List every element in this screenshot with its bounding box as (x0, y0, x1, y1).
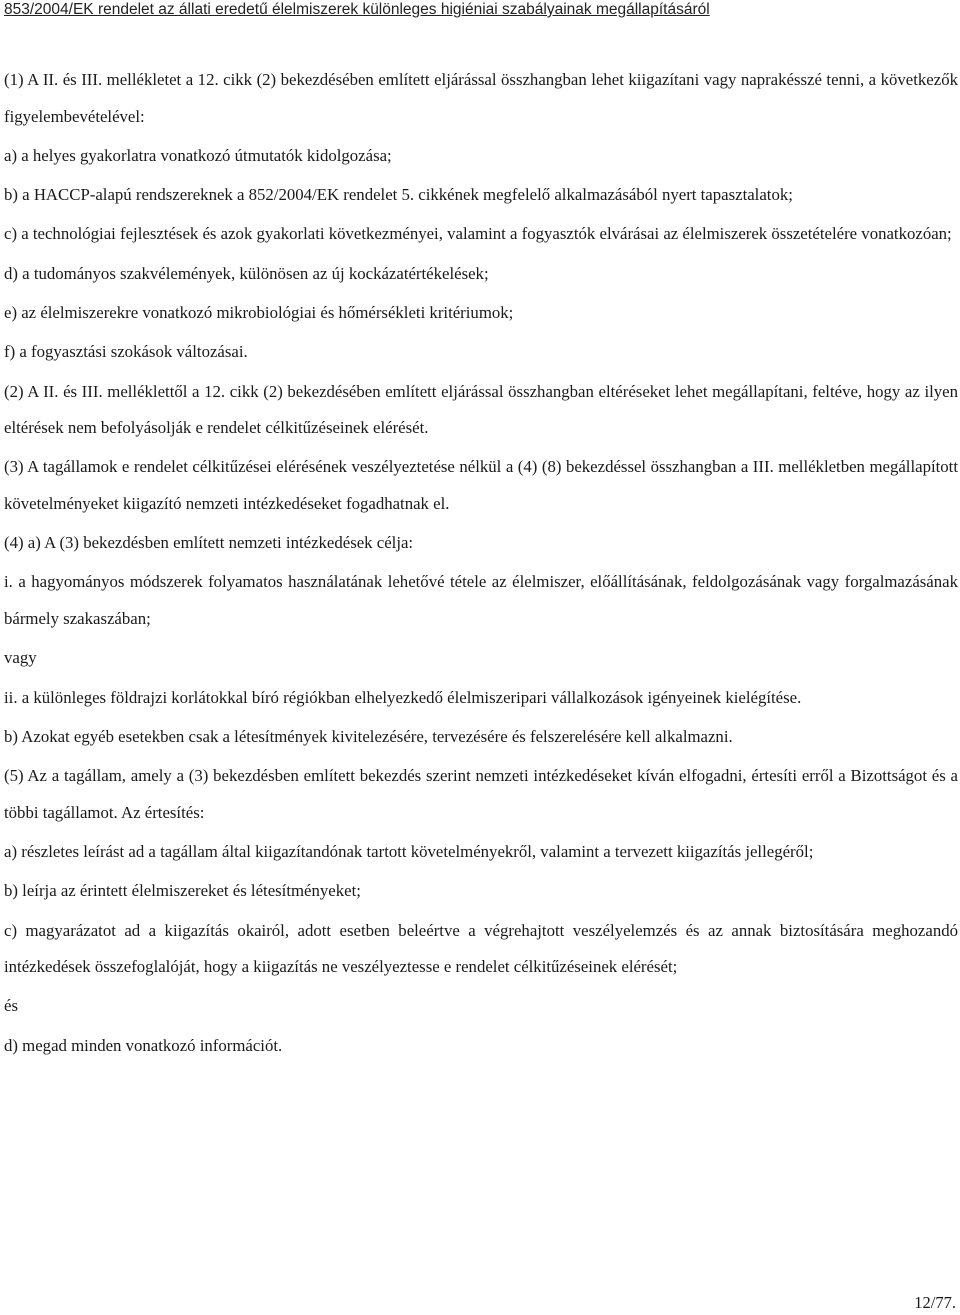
paragraph-1-amendment: (1) A II. és III. mellékletet a 12. cikk (2) bekezdésében említett eljárással összhangban lehet kiigazítani vagy naprakésszé tenni, a következők figyelembevételével: (4, 70, 958, 126)
paragraph-1f: f) a fogyasztási szokások változásai. (4, 342, 248, 362)
paragraph-1d: d) a tudományos szakvélemények, különösen az új kockázatértékelések; (4, 263, 489, 283)
paragraph-2-derogations: (2) A II. és III. melléklettől a 12. cikk (2) bekezdésében említett eljárással összhangban eltéréseket lehet megállapítani, feltéve, hogy az ilyen eltérések nem befolyásolják e rendelet célkitűzéseinek elérését. (4, 381, 958, 438)
paragraph-4a: (4) a) A (3) bekezdésben említett nemzeti intézkedések célja: (4, 533, 414, 553)
paragraph-5a: a) részletes leírást ad a tagállam által kiigazítandónak tartott követelményekről, valamint a tervezett kiigazítás jellegéről; (4, 841, 814, 861)
paragraph-5b: b) leírja az érintett élelmiszereket és létesítményeket; (4, 881, 361, 901)
paragraph-3-national-measures: (3) A tagállamok e rendelet célkitűzései elérésének veszélyeztetése nélkül a (4) (8) bekezdéssel összhangban a III. mellékletben megállapított követelményeket kiigazító nemzeti intézkedéseket fogadhatnak el. (4, 457, 958, 513)
paragraph-4a-i: i. a hagyományos módszerek folyamatos használatának lehetővé tétele az élelmiszer, előállításának, feldolgozásának vagy forgalmazásának bármely szakaszában; (4, 572, 958, 628)
paragraph-1c: c) a technológiai fejlesztések és azok gyakorlati következményei, valamint a fogyasztók elvárásai az élelmiszerek összetételére vonatkozóan; (4, 224, 952, 244)
paragraph-5d: d) megad minden vonatkozó információt. (4, 1035, 283, 1055)
paragraph-vagy: vagy (4, 648, 37, 668)
paragraph-1b: b) a HACCP-alapú rendszereknek a 852/2004/EK rendelet 5. cikkének megfelelő alkalmazásából nyert tapasztalatok; (4, 185, 793, 205)
paragraph-1e: e) az élelmiszerekre vonatkozó mikrobiológiai és hőmérsékleti kritériumok; (4, 302, 514, 322)
document-body (4, 62, 958, 1067)
paragraph-4b: b) Azokat egyéb esetekben csak a létesítmények kivitelezésére, tervezésére és felszerelésére kell alkalmazni. (4, 726, 733, 746)
paragraph-4a-ii: ii. a különleges földrajzi korlátokkal bíró régiókban elhelyezkedő élelmiszeripari vállalkozások igényeinek kielégítése. (4, 687, 802, 707)
paragraph-es: és (4, 996, 18, 1016)
paragraph-5c: c) magyarázatot ad a kiigazítás okairól, adott esetben beleértve a végrehajtott veszélyelemzés és az annak biztosítására meghozandó intézkedések összefoglalóját, hogy a kiigazítás ne veszélyeztesse e rendelet célkitűzéseinek elérését; (4, 920, 958, 977)
document-header-title: 853/2004/EK rendelet az állati eredetű élelmiszerek különleges higiéniai szabályainak megállapításáról (4, 1, 710, 18)
paragraph-5-notification: (5) Az a tagállam, amely a (3) bekezdésben említett bekezdés szerint nemzeti intézkedéseket kíván elfogadni, értesíti erről a Bizottságot és a többi tagállamot. Az értesítés: (4, 766, 958, 822)
paragraph-1a: a) a helyes gyakorlatra vonatkozó útmutatók kidolgozása; (4, 145, 392, 165)
page-number: 12/77. (914, 1293, 956, 1312)
